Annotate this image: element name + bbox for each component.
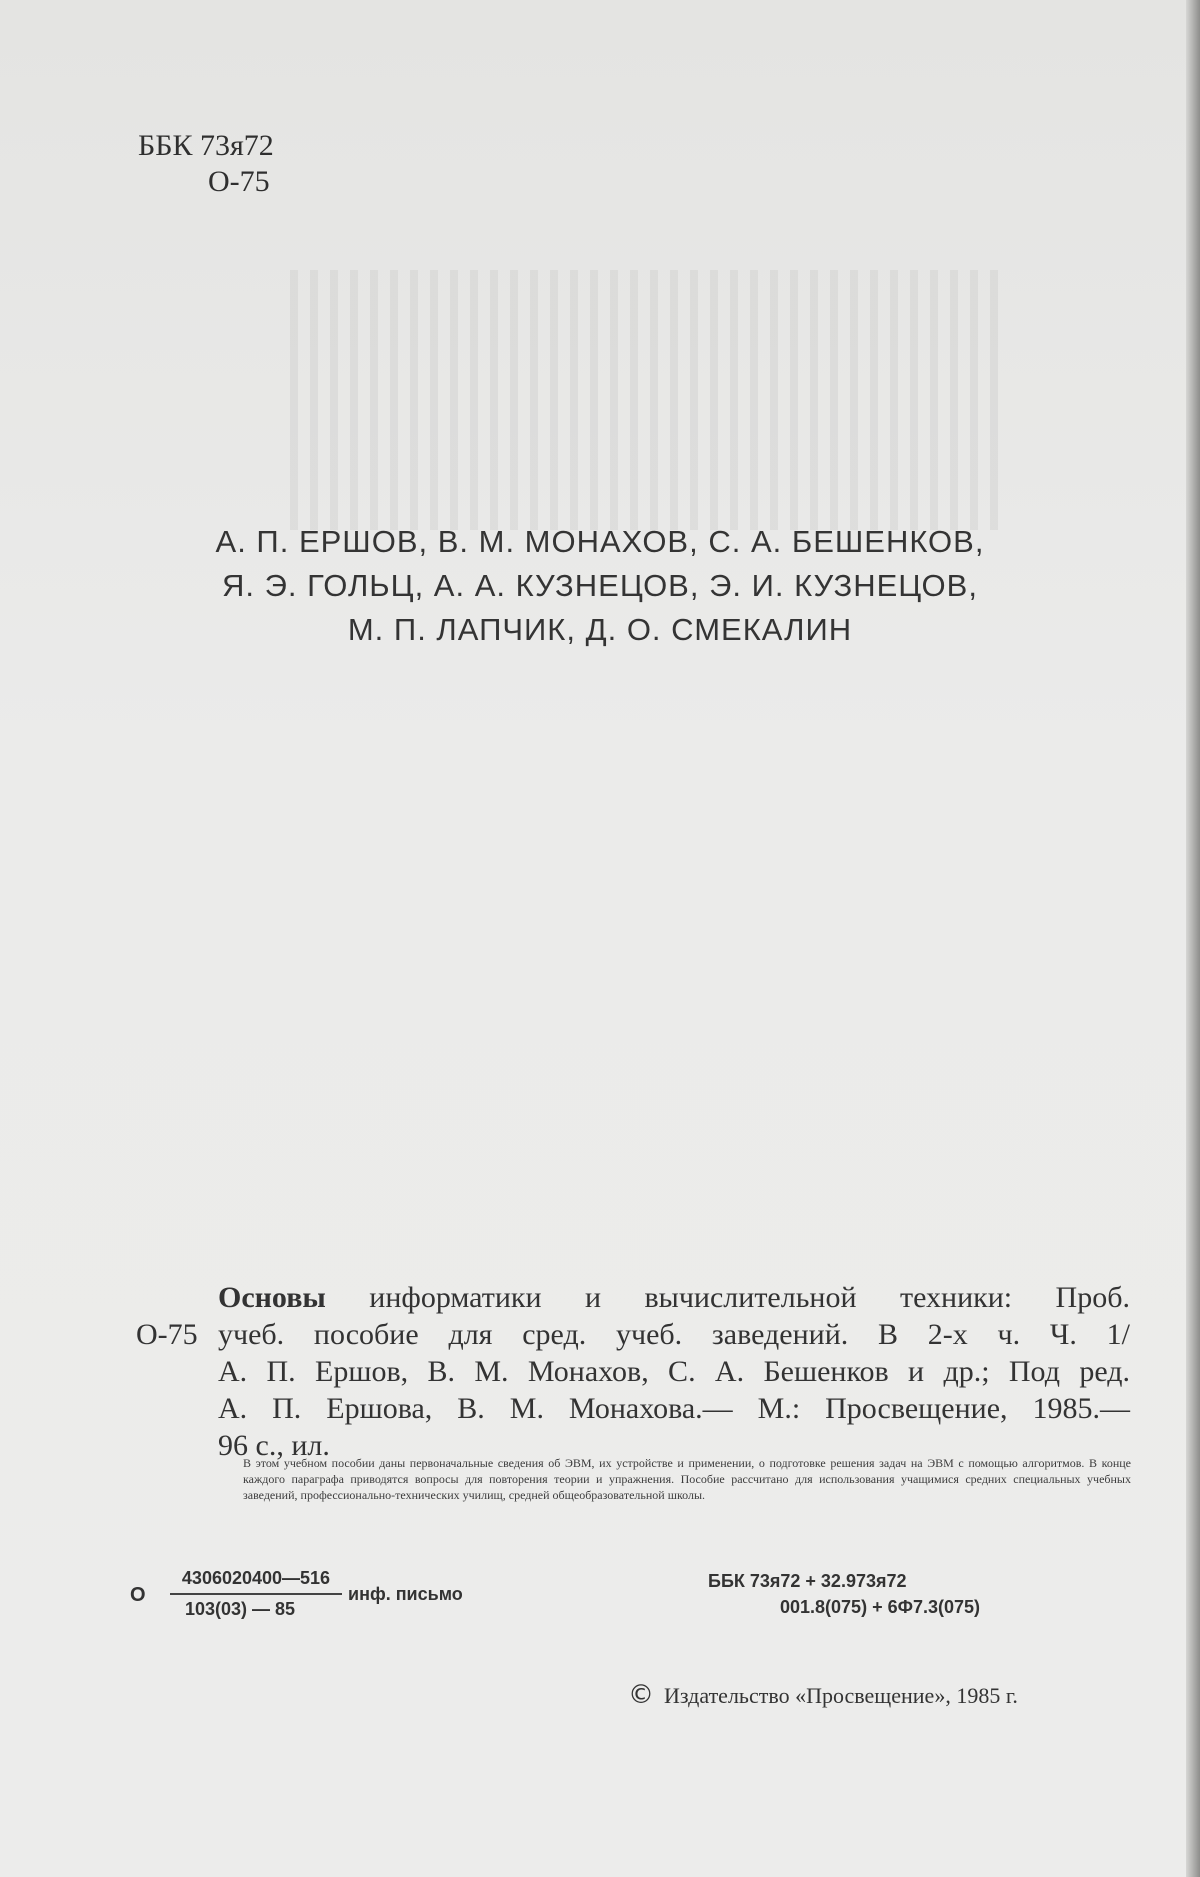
biblio-line-5: 96 с., ил.: [218, 1429, 330, 1462]
biblio-line-1: [218, 1279, 1130, 1316]
authors-line-3: М. П. ЛАПЧИК, Д. О. СМЕКАЛИН: [347, 612, 853, 647]
book-title-rest: информатики и вычислительной техники: Проб.: [325, 1281, 1130, 1314]
publisher-index-numerator: 4306020400—516: [170, 1568, 342, 1595]
bibliographic-record: [218, 1279, 1130, 1464]
publisher-index-fraction: [170, 1568, 342, 1620]
copyright-icon: ©: [628, 1680, 654, 1710]
bbk-bottom-line-1: ББК 73я72 + 32.973я72: [708, 1571, 907, 1591]
annotation-text: В этом учебном пособии даны первоначальные сведения об ЭВМ, их устройстве и применении, о подготовке решения задач на ЭВМ с помощью алгоритмов. В конце каждого параграфа приводятся вопросы для повторения теории и упражнения. Пособие рассчитано для использования учащимися средних специальных учебных заведений, профессионально-технических училищ, средней общеобразовательной школы.: [243, 1456, 1131, 1502]
biblio-line-3: А. П. Ершов, В. М. Монахов, С. А. Бешенков и др.; Под ред.: [218, 1355, 1130, 1388]
author-sign-code: О-75: [208, 165, 270, 198]
bbk-bottom-classification: [708, 1568, 980, 1620]
copyright-text: Издательство «Просвещение», 1985 г.: [664, 1683, 1018, 1708]
page-edge-shadow: [1186, 0, 1200, 1877]
biblio-line-2: учеб. пособие для сред. учеб. заведений. В 2-х ч. Ч. 1/: [218, 1318, 1130, 1351]
bbk-bottom-line-2: 001.8(075) + 6Ф7.3(075): [780, 1597, 980, 1617]
publisher-index-denominator: 103(03) — 85: [184, 1599, 296, 1619]
bbk-classification-header: [138, 128, 274, 200]
bibliographic-index: О-75: [136, 1318, 198, 1351]
publisher-index-note: инф. письмо: [348, 1584, 463, 1604]
authors-line-2: Я. Э. ГОЛЬЦ, А. А. КУЗНЕЦОВ, Э. И. КУЗНЕЦОВ,: [222, 568, 978, 603]
show-through-title: [290, 270, 1010, 530]
bbk-code: ББК 73я72: [138, 129, 274, 162]
copyright-notice: [628, 1680, 1018, 1710]
biblio-line-4: А. П. Ершова, В. М. Монахова.— М.: Просвещение, 1985.—: [218, 1392, 1130, 1425]
authors-line-1: А. П. ЕРШОВ, В. М. МОНАХОВ, С. А. БЕШЕНКОВ,: [215, 524, 985, 559]
authors-list: [0, 520, 1200, 652]
publisher-index-prefix: О: [130, 1584, 146, 1606]
annotation-paragraph: [243, 1455, 1131, 1503]
book-title-bold: Основы: [218, 1281, 326, 1314]
